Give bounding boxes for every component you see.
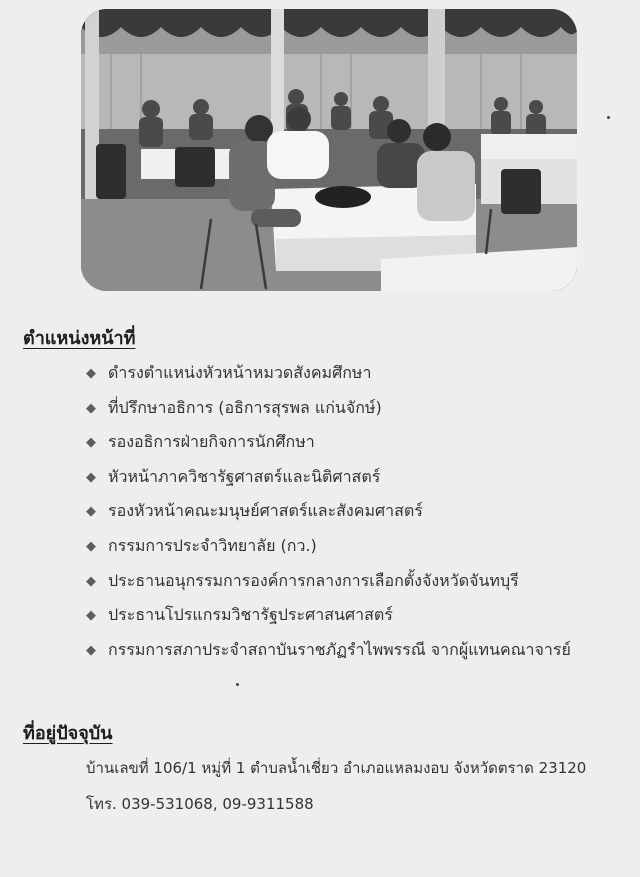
diamond-bullet-icon: ◆ — [86, 538, 96, 554]
list-item — [86, 533, 571, 568]
list-item — [86, 568, 571, 603]
diamond-bullet-icon: ◆ — [86, 469, 96, 485]
list-item — [86, 637, 571, 672]
diamond-bullet-icon: ◆ — [86, 366, 96, 381]
list-item-text: ประธานโปรแกรมวิชารัฐประศาสนศาสตร์ — [108, 605, 393, 625]
diamond-bullet-icon: ◆ — [86, 504, 96, 520]
list-item-text: กรรมการสภาประจำสถาบันราชภัฏรำไพพรรณี จากผู้แทนคณาจารย์ — [108, 639, 571, 659]
diamond-bullet-icon: ◆ — [86, 400, 96, 416]
list-item — [86, 498, 571, 533]
list-item — [86, 360, 571, 395]
address-line: บ้านเลขที่ 106/1 หมู่ที่ 1 ตำบลน้ำเชี่ยว อำเภอแหลมงอบ จังหวัดตราด 23120 — [86, 759, 587, 777]
list-item-text: กรรมการประจำวิทยาลัย (กว.) — [108, 535, 317, 555]
list-item-text: ที่ปรึกษาอธิการ (อธิการสุรพล แก่นจักษ์) — [108, 397, 382, 417]
diamond-bullet-icon: ◆ — [86, 608, 96, 624]
address-heading: ที่อยู่ปัจจุบัน — [23, 723, 113, 744]
diamond-bullet-icon: ◆ — [86, 642, 96, 658]
list-item — [86, 602, 571, 637]
list-item-text: ประธานอนุกรรมการองค์การกลางการเลือกตั้งจังหวัดจันทบุรี — [108, 570, 519, 590]
list-item-text: รองหัวหน้าคณะมนุษย์ศาสตร์และสังคมศาสตร์ — [108, 501, 423, 521]
diamond-bullet-icon: ◆ — [86, 573, 96, 589]
positions-list — [86, 360, 571, 671]
phone-line: โทร. 039-531068, 09-9311588 — [86, 795, 314, 813]
list-item — [86, 464, 571, 499]
list-item-text: รองอธิการฝ่ายกิจการนักศึกษา — [108, 432, 315, 452]
group-meeting-photo-icon — [81, 9, 577, 291]
diamond-bullet-icon: ◆ — [86, 435, 96, 451]
scan-speck — [236, 683, 239, 686]
scan-speck — [607, 116, 610, 119]
list-item — [86, 429, 571, 464]
list-item-text: หัวหน้าภาควิชารัฐศาสตร์และนิติศาสตร์ — [108, 466, 381, 486]
list-item-text: ดำรงตำแหน่งหัวหน้าหมวดสังคมศึกษา — [108, 363, 372, 382]
meeting-photo — [81, 9, 577, 291]
positions-heading: ตำแหน่งหน้าที่ — [23, 328, 136, 349]
list-item — [86, 395, 571, 430]
